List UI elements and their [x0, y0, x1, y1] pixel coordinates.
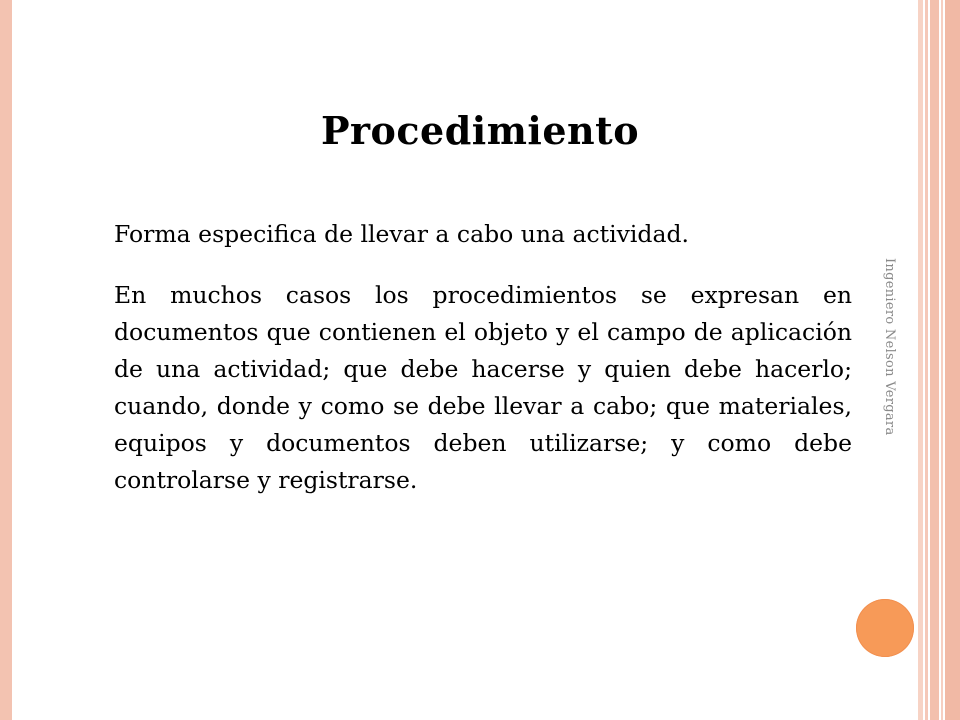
slide-title: Procedimiento [320, 108, 640, 153]
slide-body [114, 216, 852, 499]
definition-paragraph: Forma especifica de llevar a cabo una actividad. [114, 220, 689, 248]
description-paragraph: En muchos casos los procedimientos se expresan en documentos que contienen el objeto y el campo de aplicación de una actividad; que debe hacerse y quien debe hacerlo; cuando, donde y como se debe llevar a cabo; que materiales, equipos y documentos deben utilizarse; y como debe controlarse y registrarse. [114, 281, 852, 494]
orange-circle-decoration [856, 599, 914, 657]
author-credit: Ingeniero Nelson Vergara [882, 258, 897, 436]
